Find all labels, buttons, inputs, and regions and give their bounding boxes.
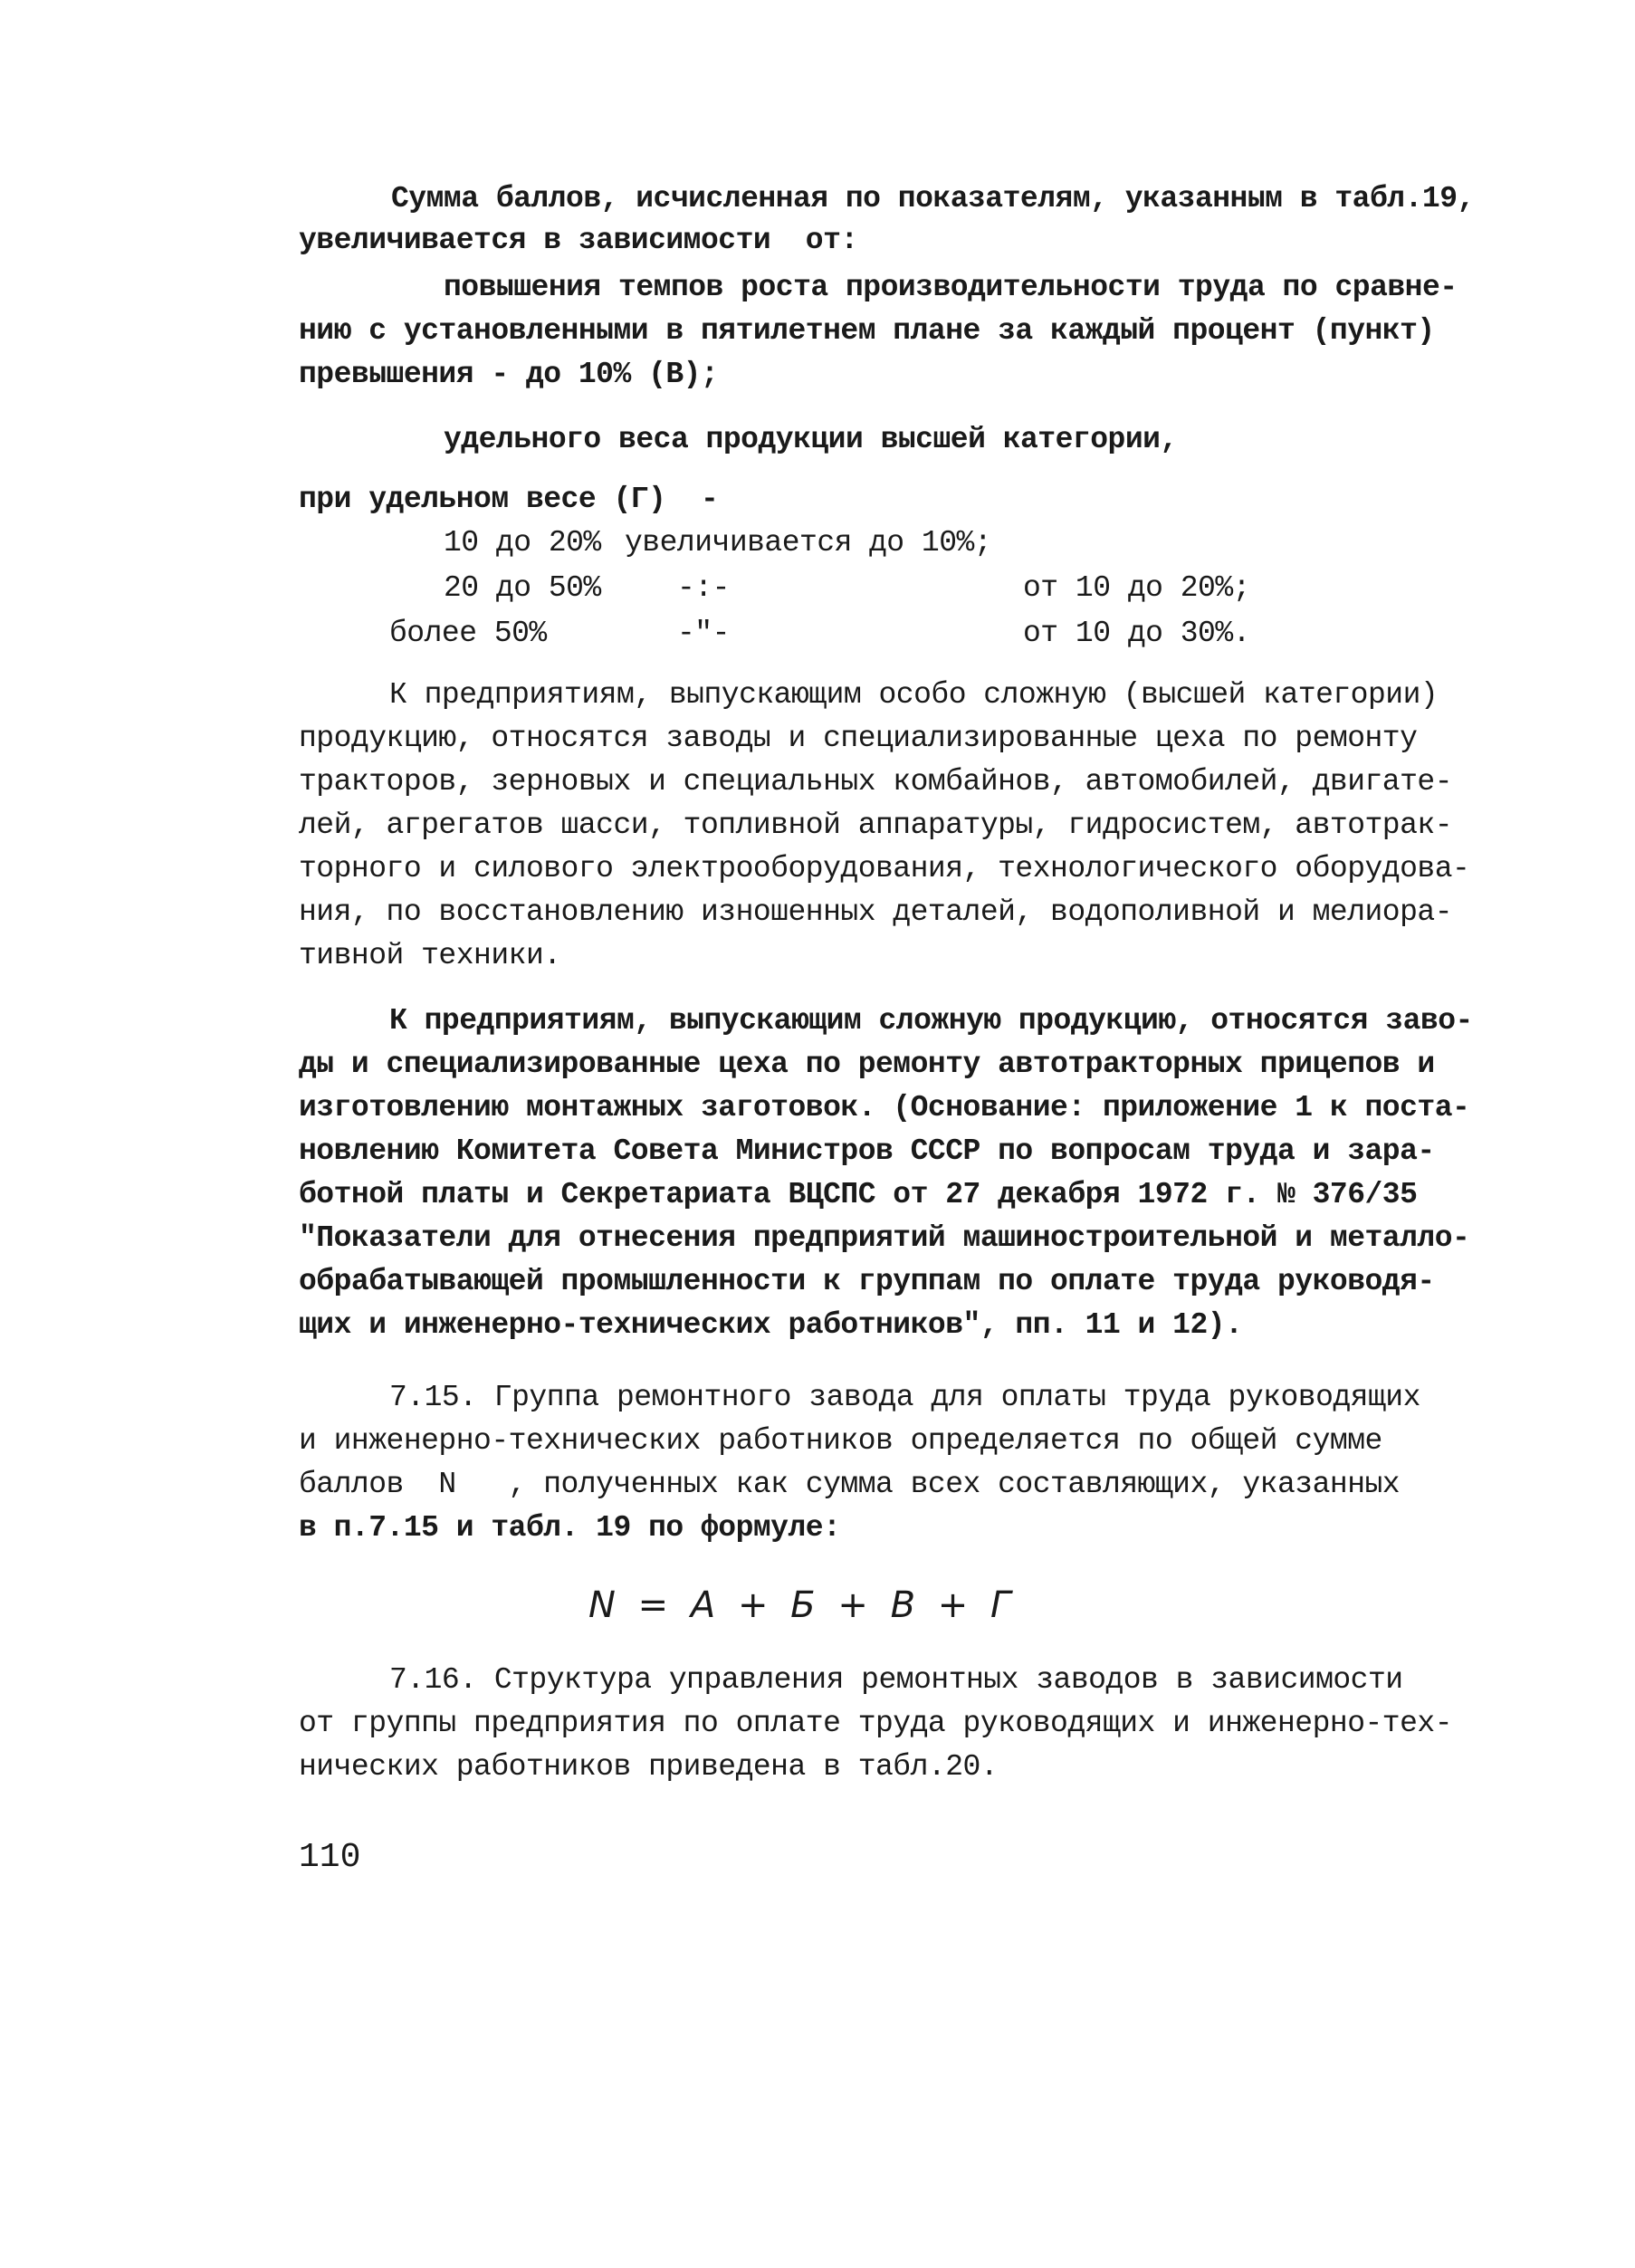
- paragraph-6-line-2: и инженерно-технических работников определяется по общей сумме: [299, 1424, 1382, 1458]
- paragraph-1-line-2: увеличивается в зависимости от:: [299, 224, 858, 257]
- paragraph-2-line-3: превышения - до 10% (В);: [299, 358, 719, 391]
- paragraph-4-line-7: тивной техники.: [299, 939, 561, 972]
- paragraph-3-line-1: удельного веса продукции высшей категории,: [444, 423, 1178, 456]
- weight-row-2-range: 20 до 50%: [444, 571, 601, 605]
- paragraph-5-line-5: ботной платы и Секретариата ВЦСПС от 27 декабря 1972 г. № 376/35: [299, 1178, 1418, 1211]
- paragraph-6-line-4: в п.7.15 и табл. 19 по формуле:: [299, 1511, 841, 1545]
- paragraph-6-line-1: 7.15. Группа ремонтного завода для оплаты труда руководящих: [389, 1381, 1420, 1414]
- paragraph-6-line-3: баллов N , полученных как сумма всех составляющих, указанных: [299, 1468, 1401, 1501]
- paragraph-5-line-4: новлению Комитета Совета Министров СССР по вопросам труда и зара-: [299, 1134, 1435, 1168]
- paragraph-4-line-3: тракторов, зерновых и специальных комбайнов, автомобилей, двигате-: [299, 765, 1453, 799]
- weight-row-1-value: до 10%;: [869, 526, 992, 560]
- paragraph-5-line-2: ды и специализированные цеха по ремонту автотракторных прицепов и: [299, 1048, 1435, 1081]
- paragraph-7-line-2: от группы предприятия по оплате труда руководящих и инженерно-тех-: [299, 1707, 1453, 1740]
- paragraph-2-line-2: нию с установленными в пятилетнем плане за каждый процент (пункт): [299, 314, 1435, 348]
- weight-row-2-mark: -:-: [677, 571, 730, 605]
- page-number: 110: [299, 1838, 361, 1877]
- paragraph-5-line-3: изготовлению монтажных заготовок. (Основание: приложение 1 к поста-: [299, 1091, 1470, 1124]
- weight-row-3-mark: -"-: [677, 617, 730, 650]
- paragraph-5-line-8: щих и инженерно-технических работников", пп. 11 и 12).: [299, 1308, 1243, 1342]
- paragraph-4-line-1: К предприятиям, выпускающим особо сложную (высшей категории): [389, 678, 1439, 712]
- paragraph-4-line-5: торного и силового электрооборудования, технологического оборудова-: [299, 852, 1470, 885]
- paragraph-5-line-1: К предприятиям, выпускающим сложную продукцию, относятся заво-: [389, 1004, 1473, 1038]
- weight-intro: при удельном весе (Г) -: [299, 483, 719, 516]
- paragraph-2-line-1: повышения темпов роста производительности труда по сравне-: [444, 271, 1458, 304]
- paragraph-7-line-3: нических работников приведена в табл.20.: [299, 1750, 999, 1784]
- weight-row-3-range: более 50%: [389, 617, 547, 650]
- weight-row-3-value: от 10 до 30%.: [1023, 617, 1250, 650]
- weight-row-1-mark: увеличивается: [625, 526, 852, 560]
- paragraph-1-line-1: Сумма баллов, исчисленная по показателям, указанным в табл.19,: [391, 182, 1475, 215]
- weight-row-1-range: 10 до 20%: [444, 526, 601, 560]
- paragraph-7-line-1: 7.16. Структура управления ремонтных заводов в зависимости: [389, 1663, 1403, 1697]
- paragraph-4-line-2: продукцию, относятся заводы и специализированные цеха по ремонту: [299, 722, 1418, 755]
- paragraph-5-line-7: обрабатывающей промышленности к группам по оплате труда руководя-: [299, 1265, 1435, 1298]
- paragraph-4-line-4: лей, агрегатов шасси, топливной аппаратуры, гидросистем, автотрак-: [299, 809, 1453, 842]
- weight-row-2-value: от 10 до 20%;: [1023, 571, 1250, 605]
- paragraph-5-line-6: "Показатели для отнесения предприятий машиностроительной и металло-: [299, 1221, 1470, 1255]
- paragraph-4-line-6: ния, по восстановлению изношенных деталей, водополивной и мелиора-: [299, 895, 1453, 929]
- formula: N = A + Б + В + Г: [588, 1584, 1017, 1626]
